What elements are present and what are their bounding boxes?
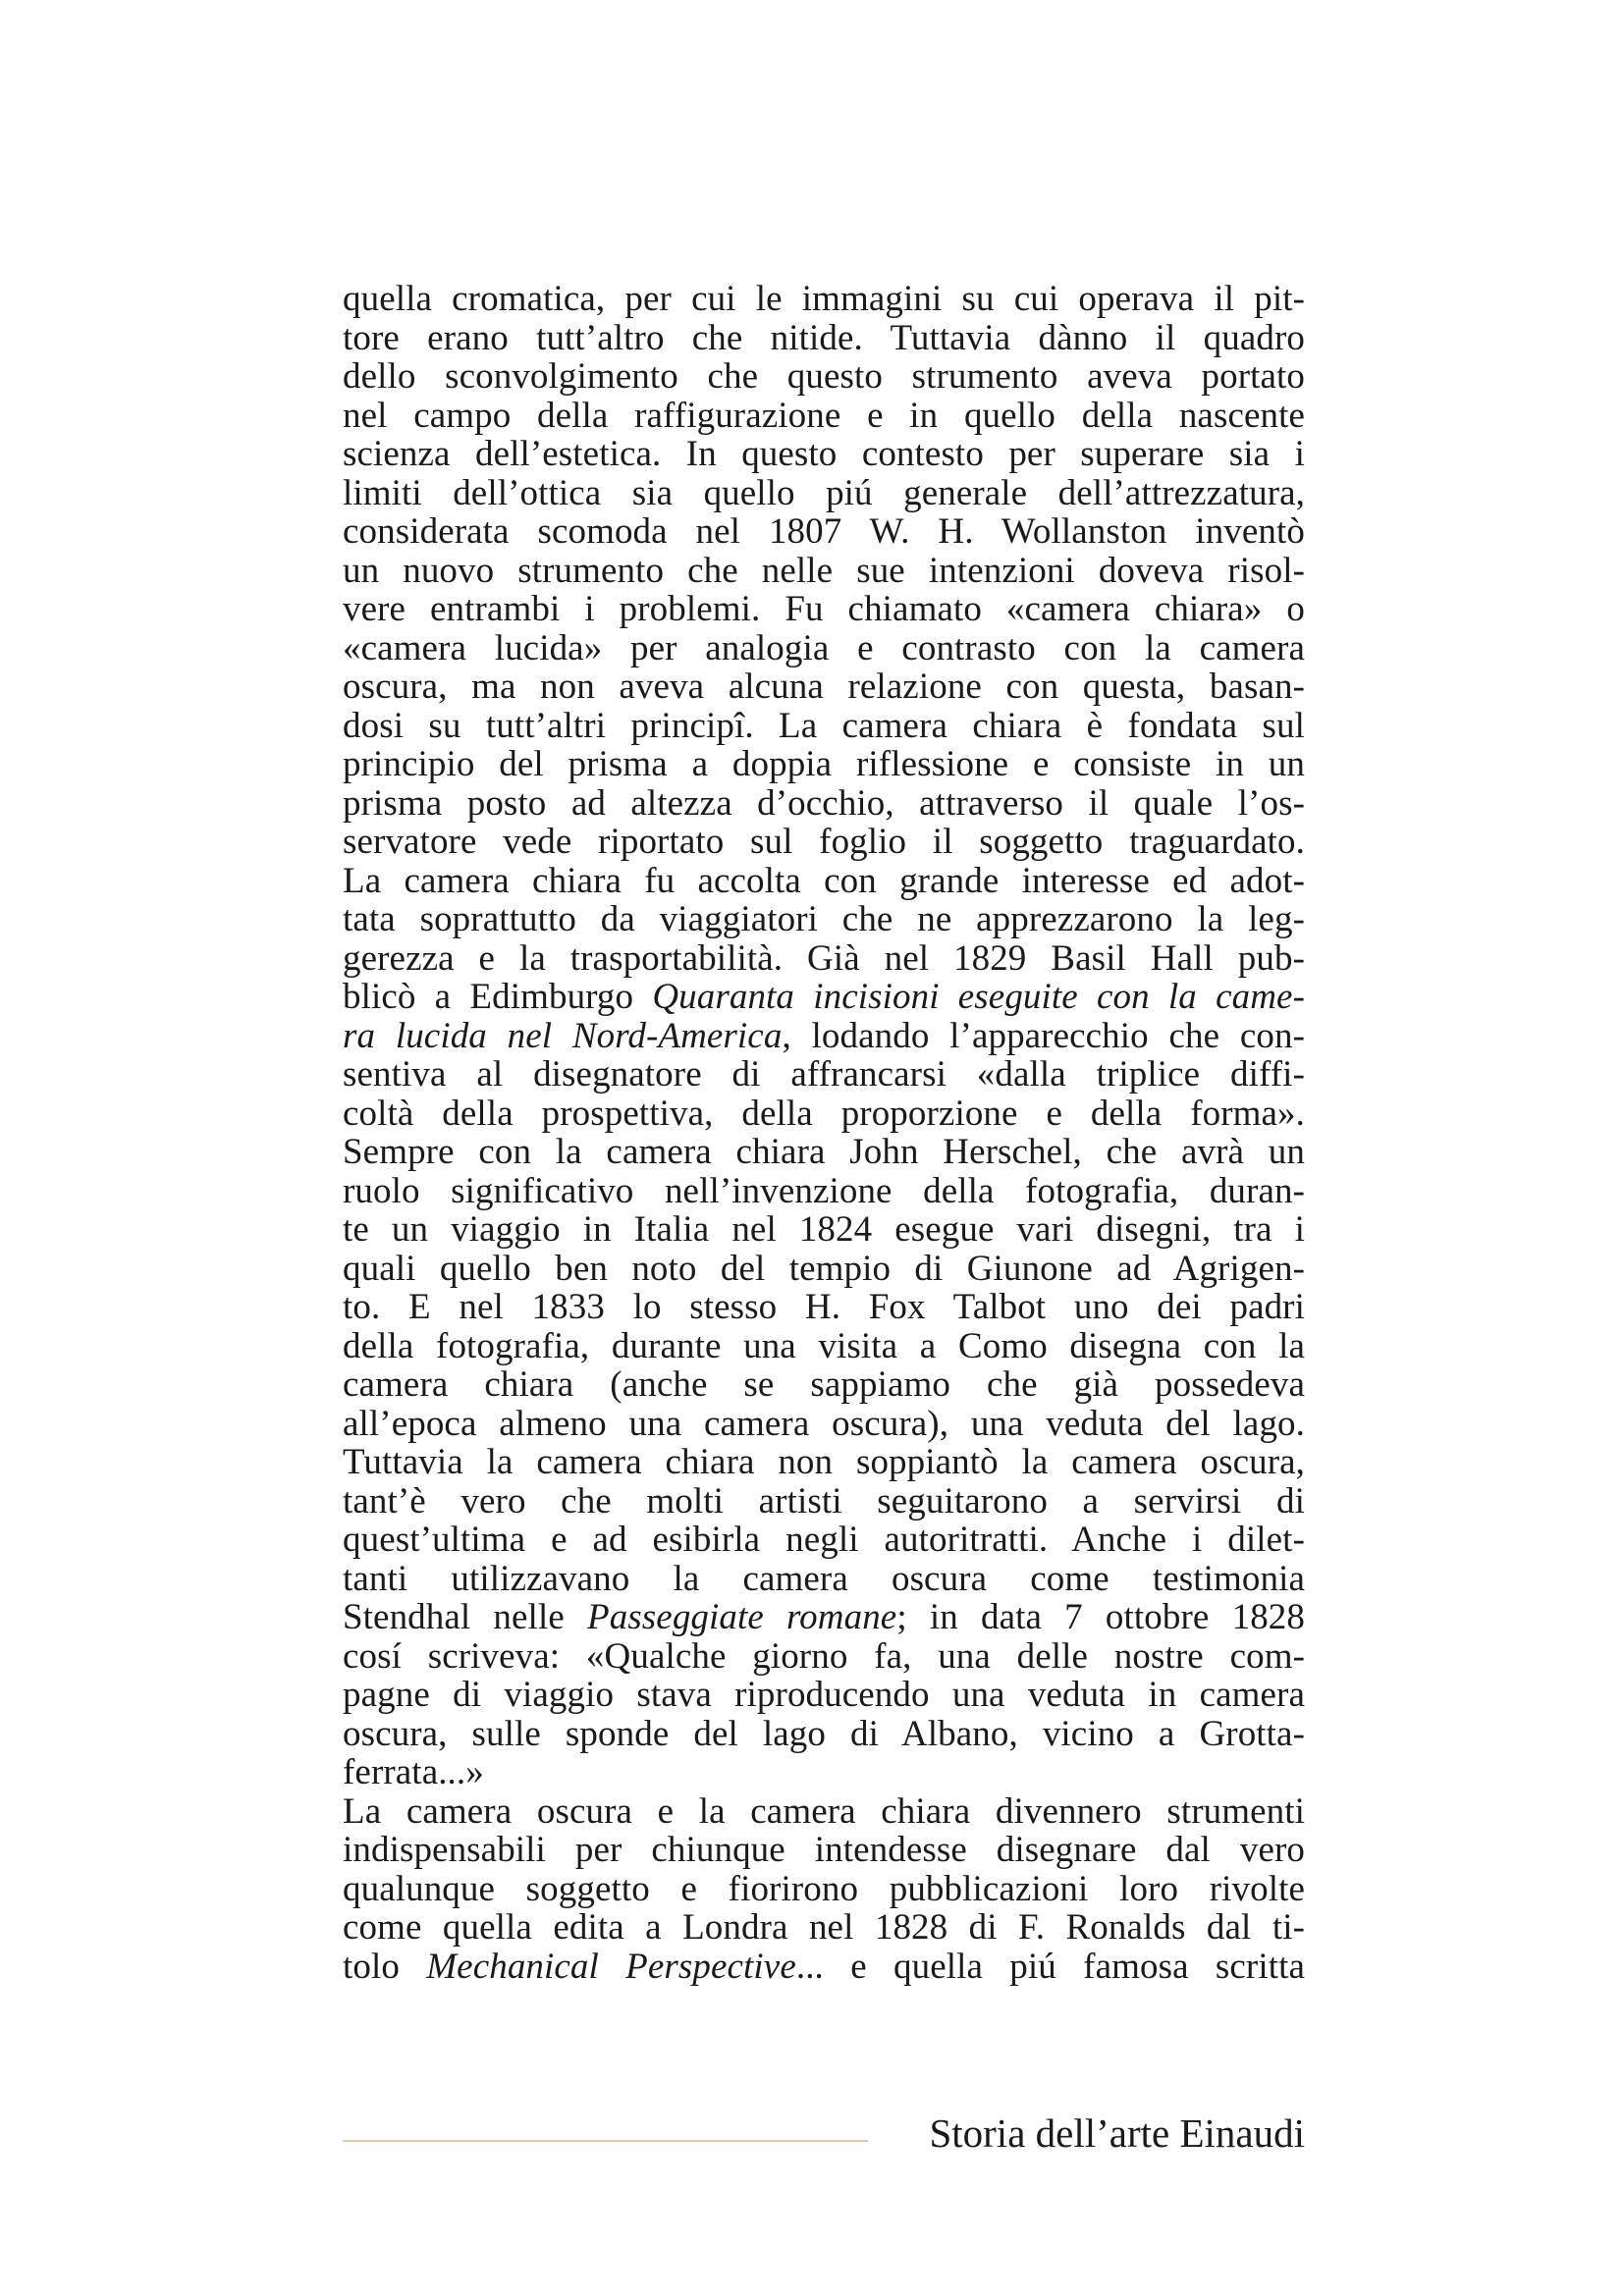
text-line: servatore vede riportato sul foglio il soggetto traguardato. <box>343 822 1305 862</box>
text-line: dello sconvolgimento che questo strumento aveva portato <box>343 356 1305 397</box>
text-line: vere entrambi i problemi. Fu chiamato «camera chiara» o <box>343 589 1305 629</box>
text-line: Tuttavia la camera chiara non soppiantò la camera oscura, <box>343 1442 1305 1482</box>
text-line: La camera oscura e la camera chiara divennero strumenti <box>343 1790 1305 1832</box>
text-segment: ... e quella piú famosa scritta <box>795 1946 1305 1987</box>
text-line: quali quello ben noto del tempio di Giunone ad Agrigen- <box>343 1248 1305 1289</box>
text-line: tore erano tutt’altro che nitide. Tuttavia dànno il quadro <box>343 317 1305 358</box>
text-line: La camera chiara fu accolta con grande interesse ed adot- <box>343 860 1305 901</box>
text-segment: , lodando l’apparecchio che con- <box>782 1015 1305 1056</box>
text-line: quella cromatica, per cui le immagini su cui operava il pit- <box>343 279 1305 319</box>
text-line: principio del prisma a doppia riflessione e consiste in un <box>343 744 1305 784</box>
text-line: oscura, sulle sponde del lago di Albano, vicino a Grotta- <box>343 1713 1305 1754</box>
text-segment: blicò a Edimburgo <box>343 977 653 1017</box>
text-line: ruolo significativo nell’invenzione della fotografia, duran- <box>343 1170 1305 1211</box>
text-line: limiti dell’ottica sia quello piú generale dell’attrezzatura, <box>343 472 1305 513</box>
page-footer <box>343 2109 1305 2158</box>
text-line: «camera lucida» per analogia e contrasto con la camera <box>343 627 1305 668</box>
text-line: indispensabili per chiunque intendesse disegnare dal vero <box>343 1830 1305 1870</box>
text-line: prisma posto ad altezza d’occhio, attraverso il quale l’os- <box>343 782 1305 824</box>
text-line: scienza dell’estetica. In questo contesto per superare sia i <box>343 434 1305 474</box>
text-line: quest’ultima e ad esibirla negli autoritratti. Anche i dilet- <box>343 1520 1305 1560</box>
text-line: all’epoca almeno una camera oscura), una veduta del lago. <box>343 1403 1305 1444</box>
text-line: tant’è vero che molti artisti seguitarono a servirsi di <box>343 1480 1305 1522</box>
text-segment: tolo <box>343 1946 427 1987</box>
text-line: te un viaggio in Italia nel 1824 esegue vari disegni, tra i <box>343 1209 1305 1250</box>
text-line: un nuovo strumento che nelle sue intenzioni doveva risol- <box>343 550 1305 591</box>
text-line: Sempre con la camera chiara John Herschel, che avrà un <box>343 1132 1305 1172</box>
text-line: considerata scomoda nel 1807 W. H. Wollanston inventò <box>343 511 1305 552</box>
body-text <box>343 280 1305 1986</box>
book-title-mechanical-perspective: Mechanical Perspective <box>426 1946 796 1987</box>
text-line: sentiva al disegnatore di affrancarsi «dalla triplice diffi- <box>343 1054 1305 1095</box>
text-line <box>343 978 1305 1017</box>
text-segment: ; in data 7 ottobre 1828 <box>896 1597 1305 1637</box>
book-title-quaranta-incisioni: Quaranta incisioni eseguite con la came- <box>652 977 1305 1017</box>
text-line: gerezza e la trasportabilità. Già nel 1829 Basil Hall pub- <box>343 937 1305 979</box>
text-line <box>343 1948 1305 1987</box>
text-line: tata soprattutto da viaggiatori che ne apprezzarono la leg- <box>343 899 1305 939</box>
footer-divider <box>343 2140 868 2142</box>
text-line: oscura, ma non aveva alcuna relazione con questa, basan- <box>343 667 1305 707</box>
footer-publication-title: Storia dell’arte Einaudi <box>929 2110 1305 2156</box>
text-line: della fotografia, durante una visita a Como disegna con la <box>343 1325 1305 1366</box>
text-line <box>343 1017 1305 1056</box>
text-line: to. E nel 1833 lo stesso H. Fox Talbot uno dei padri <box>343 1287 1305 1327</box>
text-line <box>343 1598 1305 1637</box>
text-line: cosí scriveva: «Qualche giorno fa, una delle nostre com- <box>343 1635 1305 1677</box>
book-title-passeggiate-romane: Passeggiate romane <box>587 1597 897 1637</box>
text-line: come quella edita a Londra nel 1828 di F. Ronalds dal ti- <box>343 1907 1305 1948</box>
text-line: tanti utilizzavano la camera oscura come testimonia <box>343 1558 1305 1599</box>
book-title-quaranta-incisioni-cont: ra lucida nel Nord-America <box>343 1015 783 1056</box>
text-line: dosi su tutt’altri principî. La camera chiara è fondata sul <box>343 705 1305 746</box>
text-segment: Stendhal nelle <box>343 1597 587 1637</box>
text-line: ferrata...» <box>343 1752 484 1792</box>
text-line: nel campo della raffigurazione e in quello della nascente <box>343 395 1305 436</box>
text-line: qualunque soggetto e fiorirono pubblicazioni loro rivolte <box>343 1868 1305 1909</box>
text-line: pagne di viaggio stava riproducendo una veduta in camera <box>343 1675 1305 1715</box>
text-line: camera chiara (anche se sappiamo che già possedeva <box>343 1364 1305 1405</box>
text-line: coltà della prospettiva, della proporzione e della forma». <box>343 1093 1305 1134</box>
